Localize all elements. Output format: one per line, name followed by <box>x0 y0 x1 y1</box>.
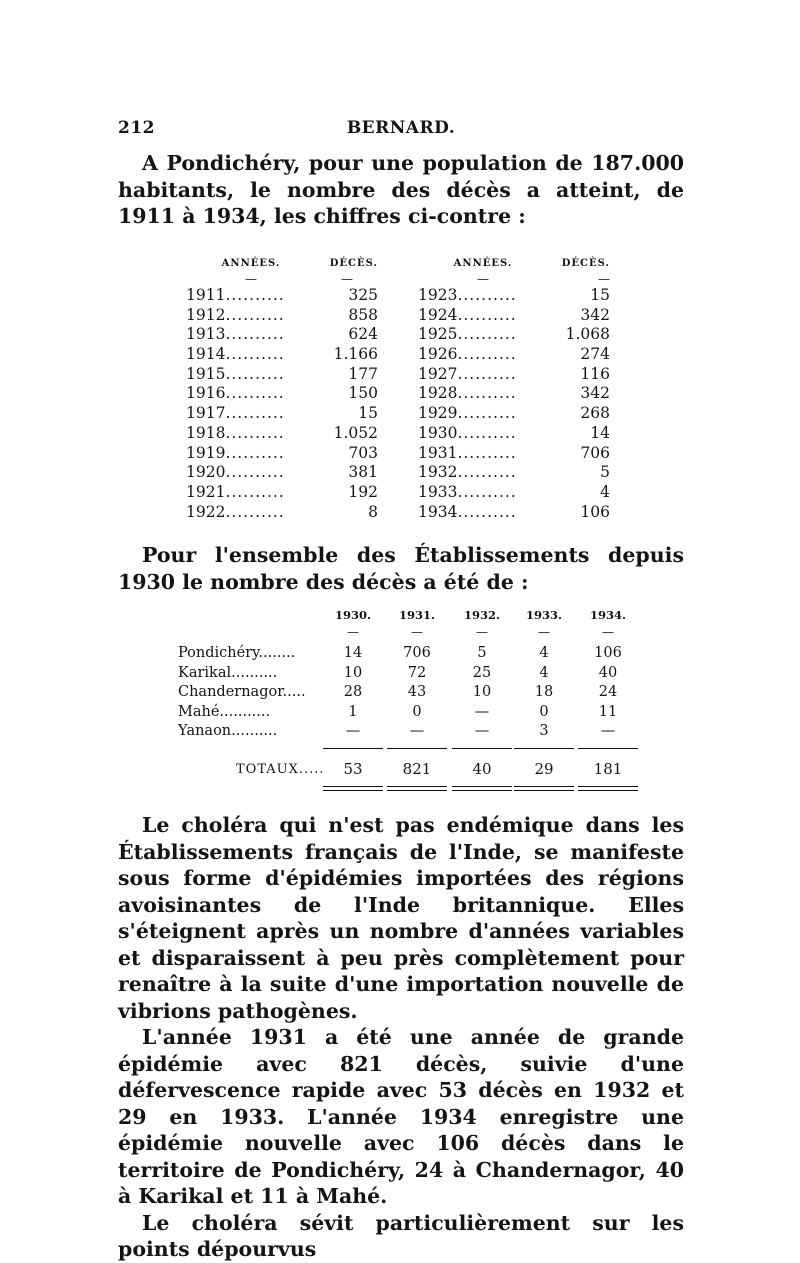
deaths-value: 14 <box>343 645 363 661</box>
cholera-paragraph: Le choléra qui n'est pas endémique dans les Établissements français de l'Inde, se manifeste sous forme d'épidémies importées des régions avoisinantes de l'Inde britannique. Elles s'éteignent après un nombre d'années variables et disparaissent à peu près complètement pour renaître à la suite d'une importation nouvelle de vibrions pathogènes. <box>118 813 684 1023</box>
leader-dots: .......... <box>457 463 517 482</box>
deaths-value: 0 <box>539 703 549 720</box>
deaths-cell: 342 <box>580 305 610 324</box>
year-value: 1924 <box>418 305 458 324</box>
double-rule <box>323 786 383 791</box>
deaths-value: 5 <box>477 645 487 661</box>
deaths-cell: 703 <box>348 443 378 462</box>
total-value: 821 <box>402 760 432 778</box>
double-rule <box>514 786 574 791</box>
year-cell <box>418 365 548 385</box>
deaths-cell: 1.068 <box>565 325 610 344</box>
year-value: 1918 <box>186 423 226 442</box>
cholera-text <box>118 812 684 1263</box>
table-row <box>178 664 658 684</box>
leader-dots: .......... <box>225 502 285 521</box>
leader-dots: .......... <box>225 364 285 383</box>
settlement-label: Pondichéry........ <box>178 645 296 661</box>
year-value: 1916 <box>186 384 226 403</box>
year-header: 1930. <box>334 608 371 622</box>
double-rule <box>578 786 638 791</box>
totals-row <box>178 748 658 794</box>
header-deces-left: DÉCÈS. <box>329 258 378 269</box>
leader-dots: .......... <box>225 345 285 364</box>
year-cell <box>186 286 316 306</box>
leader-dots: .......... <box>457 305 517 324</box>
year-cell <box>186 483 316 503</box>
deaths-cell: 15 <box>358 404 378 423</box>
settlement-label: Mahé........... <box>178 703 271 720</box>
leader-dots: .......... <box>225 404 285 423</box>
header-dash: — <box>602 625 614 639</box>
leader-dots: .......... <box>457 286 517 304</box>
deaths-cell: 1.166 <box>333 345 378 364</box>
deaths-value: 25 <box>472 664 492 681</box>
year-value: 1919 <box>186 443 226 462</box>
deaths-value: — <box>474 703 490 720</box>
deaths-value: 28 <box>343 684 363 700</box>
double-rule <box>387 786 447 791</box>
leader-dots: .......... <box>457 482 517 501</box>
header-dash: — <box>598 272 610 286</box>
year-header-row <box>178 608 658 624</box>
year-cell <box>418 325 548 345</box>
header-dash: — <box>477 272 489 286</box>
year-cell <box>186 345 316 365</box>
year-value: 1920 <box>186 463 226 482</box>
deaths-cell: 624 <box>348 325 378 344</box>
leader-dots: .......... <box>457 345 517 364</box>
leader-dots: .......... <box>225 443 285 462</box>
totals-label: TOTAUX..... <box>236 762 325 777</box>
year-value: 1911 <box>186 286 226 304</box>
deaths-value: 18 <box>534 684 554 700</box>
table-row <box>178 722 658 742</box>
leader-dots: .......... <box>225 423 285 442</box>
header-dash: — <box>347 625 359 639</box>
year-value: 1913 <box>186 325 226 344</box>
year-value: 1929 <box>418 404 458 423</box>
year-cell <box>418 444 548 464</box>
header-dash-row <box>178 625 658 639</box>
header-dash: — <box>476 625 488 639</box>
deaths-cell: 268 <box>580 404 610 423</box>
sum-rule <box>452 748 512 749</box>
year-value: 1930 <box>418 423 458 442</box>
sum-rule <box>323 748 383 749</box>
continuation-paragraph: Le choléra sévit particulièrement sur les points dépourvus <box>118 1210 684 1261</box>
deaths-value: 3 <box>539 723 549 739</box>
year-header: 1934. <box>589 608 626 622</box>
deaths-value: 10 <box>343 664 363 681</box>
leader-dots: .......... <box>457 384 517 403</box>
table-row <box>178 703 658 723</box>
table-row <box>178 683 658 703</box>
deaths-value: 1 <box>348 703 358 720</box>
years-column-left <box>186 258 316 522</box>
header-dash: — <box>245 272 257 286</box>
header-annees-left: ANNÉES. <box>221 258 281 269</box>
leader-dots: .......... <box>225 482 285 501</box>
deaths-value: — <box>345 723 361 739</box>
total-value: 53 <box>343 760 363 778</box>
year-cell <box>186 365 316 385</box>
deaths-cell: 274 <box>580 345 610 364</box>
deaths-value: 4 <box>539 645 549 661</box>
deaths-cell: 858 <box>348 305 378 324</box>
year-cell <box>186 325 316 345</box>
year-value: 1923 <box>418 286 458 304</box>
leader-dots: .......... <box>225 463 285 482</box>
year-cell <box>186 463 316 483</box>
header-dash: — <box>341 272 353 286</box>
deaths-cell: 192 <box>348 482 378 501</box>
year-cell <box>418 483 548 503</box>
year-cell <box>186 503 316 523</box>
year-cell <box>418 384 548 404</box>
sum-rule <box>578 748 638 749</box>
deaths-cell: 14 <box>590 423 610 442</box>
header-deces-right: DÉCÈS. <box>561 258 610 269</box>
deaths-value: — <box>474 723 490 739</box>
deaths-column-left <box>316 258 378 522</box>
deaths-value: 10 <box>472 684 492 700</box>
year-value: 1926 <box>418 345 458 364</box>
year-cell <box>186 384 316 404</box>
deaths-value: 40 <box>598 664 618 681</box>
leader-dots: .......... <box>457 502 517 521</box>
deaths-value: 72 <box>407 664 427 681</box>
deaths-cell: 5 <box>600 463 610 482</box>
deaths-value: 106 <box>594 645 622 661</box>
leader-dots: .......... <box>457 325 517 344</box>
running-head <box>118 118 684 140</box>
year-value: 1917 <box>186 404 226 423</box>
deaths-value: 43 <box>407 684 427 700</box>
deaths-cell: 706 <box>580 443 610 462</box>
deaths-value: 4 <box>539 664 549 681</box>
year-cell <box>186 306 316 326</box>
sum-rule <box>514 748 574 749</box>
header-dash: — <box>538 625 550 639</box>
leader-dots: .......... <box>457 443 517 462</box>
year-value: 1922 <box>186 502 226 521</box>
leader-dots: .......... <box>225 286 285 304</box>
settlement-label: Chandernagor..... <box>178 684 306 700</box>
epidemic-paragraph: L'année 1931 a été une année de grande épidémie avec 821 décès, suivie d'une défervescence rapide avec 53 décès en 1932 et 29 en 1933. L'année 1934 enregistre une épidémie nouvelle avec 106 décès dans le territoire de Pondichéry, 24 à Chandernagor, 40 à Karikal et 11 à Mahé. <box>118 1025 684 1208</box>
header-dash: — <box>411 625 423 639</box>
deaths-cell: 177 <box>348 364 378 383</box>
deaths-cell: 106 <box>580 502 610 521</box>
year-cell <box>418 306 548 326</box>
intro-paragraph: A Pondichéry, pour une population de 187.000 habitants, le nombre des décès a atteint, de 1911 à 1934, les chiffres ci-contre : <box>118 151 684 228</box>
year-header: 1931. <box>398 608 435 622</box>
year-value: 1915 <box>186 364 226 383</box>
year-value: 1934 <box>418 502 458 521</box>
year-value: 1932 <box>418 463 458 482</box>
total-value: 40 <box>472 760 492 778</box>
header-annees-right: ANNÉES. <box>453 258 513 269</box>
deaths-value: — <box>409 723 425 739</box>
year-value: 1931 <box>418 443 458 462</box>
year-cell <box>418 345 548 365</box>
leader-dots: .......... <box>225 305 285 324</box>
deaths-value: 24 <box>598 684 618 700</box>
deaths-column-right <box>548 258 610 522</box>
year-cell <box>418 404 548 424</box>
year-cell <box>418 503 548 523</box>
leader-dots: .......... <box>457 423 517 442</box>
year-cell <box>186 424 316 444</box>
settlement-label: Yanaon.......... <box>178 723 278 739</box>
deaths-value: 706 <box>403 645 431 661</box>
deaths-value: — <box>600 723 616 739</box>
year-cell <box>186 444 316 464</box>
year-value: 1912 <box>186 305 226 324</box>
deaths-value: 0 <box>412 703 422 720</box>
year-value: 1928 <box>418 384 458 403</box>
double-rule <box>452 786 512 791</box>
leader-dots: .......... <box>457 364 517 383</box>
total-value: 181 <box>593 760 623 778</box>
year-cell <box>418 463 548 483</box>
deaths-cell: 4 <box>600 482 610 501</box>
year-value: 1921 <box>186 482 226 501</box>
settlement-label: Karikal.......... <box>178 664 278 681</box>
table-row <box>178 644 658 664</box>
deaths-cell: 116 <box>580 364 610 383</box>
leader-dots: .......... <box>225 325 285 344</box>
leader-dots: .......... <box>457 404 517 423</box>
deaths-cell: 8 <box>368 502 378 521</box>
total-value: 29 <box>534 760 554 778</box>
deaths-cell: 150 <box>348 384 378 403</box>
year-cell <box>186 404 316 424</box>
year-header: 1932. <box>463 608 500 622</box>
years-column-right <box>418 258 548 522</box>
year-value: 1927 <box>418 364 458 383</box>
year-value: 1925 <box>418 325 458 344</box>
deaths-cell: 15 <box>590 286 610 304</box>
ensemble-paragraph: Pour l'ensemble des Établissements depuis 1930 le nombre des décès a été de : <box>118 543 684 594</box>
leader-dots: .......... <box>225 384 285 403</box>
running-title: BERNARD. <box>346 118 456 138</box>
deaths-cell: 1.052 <box>333 423 378 442</box>
deaths-cell: 342 <box>580 384 610 403</box>
sum-rule <box>387 748 447 749</box>
year-cell <box>418 424 548 444</box>
year-value: 1914 <box>186 345 226 364</box>
year-cell <box>418 286 548 306</box>
deaths-value: 11 <box>598 703 618 720</box>
deaths-cell: 381 <box>348 463 378 482</box>
deaths-cell: 325 <box>348 286 378 304</box>
year-header: 1933. <box>525 608 562 622</box>
year-value: 1933 <box>418 482 458 501</box>
page-number: 212 <box>118 118 155 138</box>
